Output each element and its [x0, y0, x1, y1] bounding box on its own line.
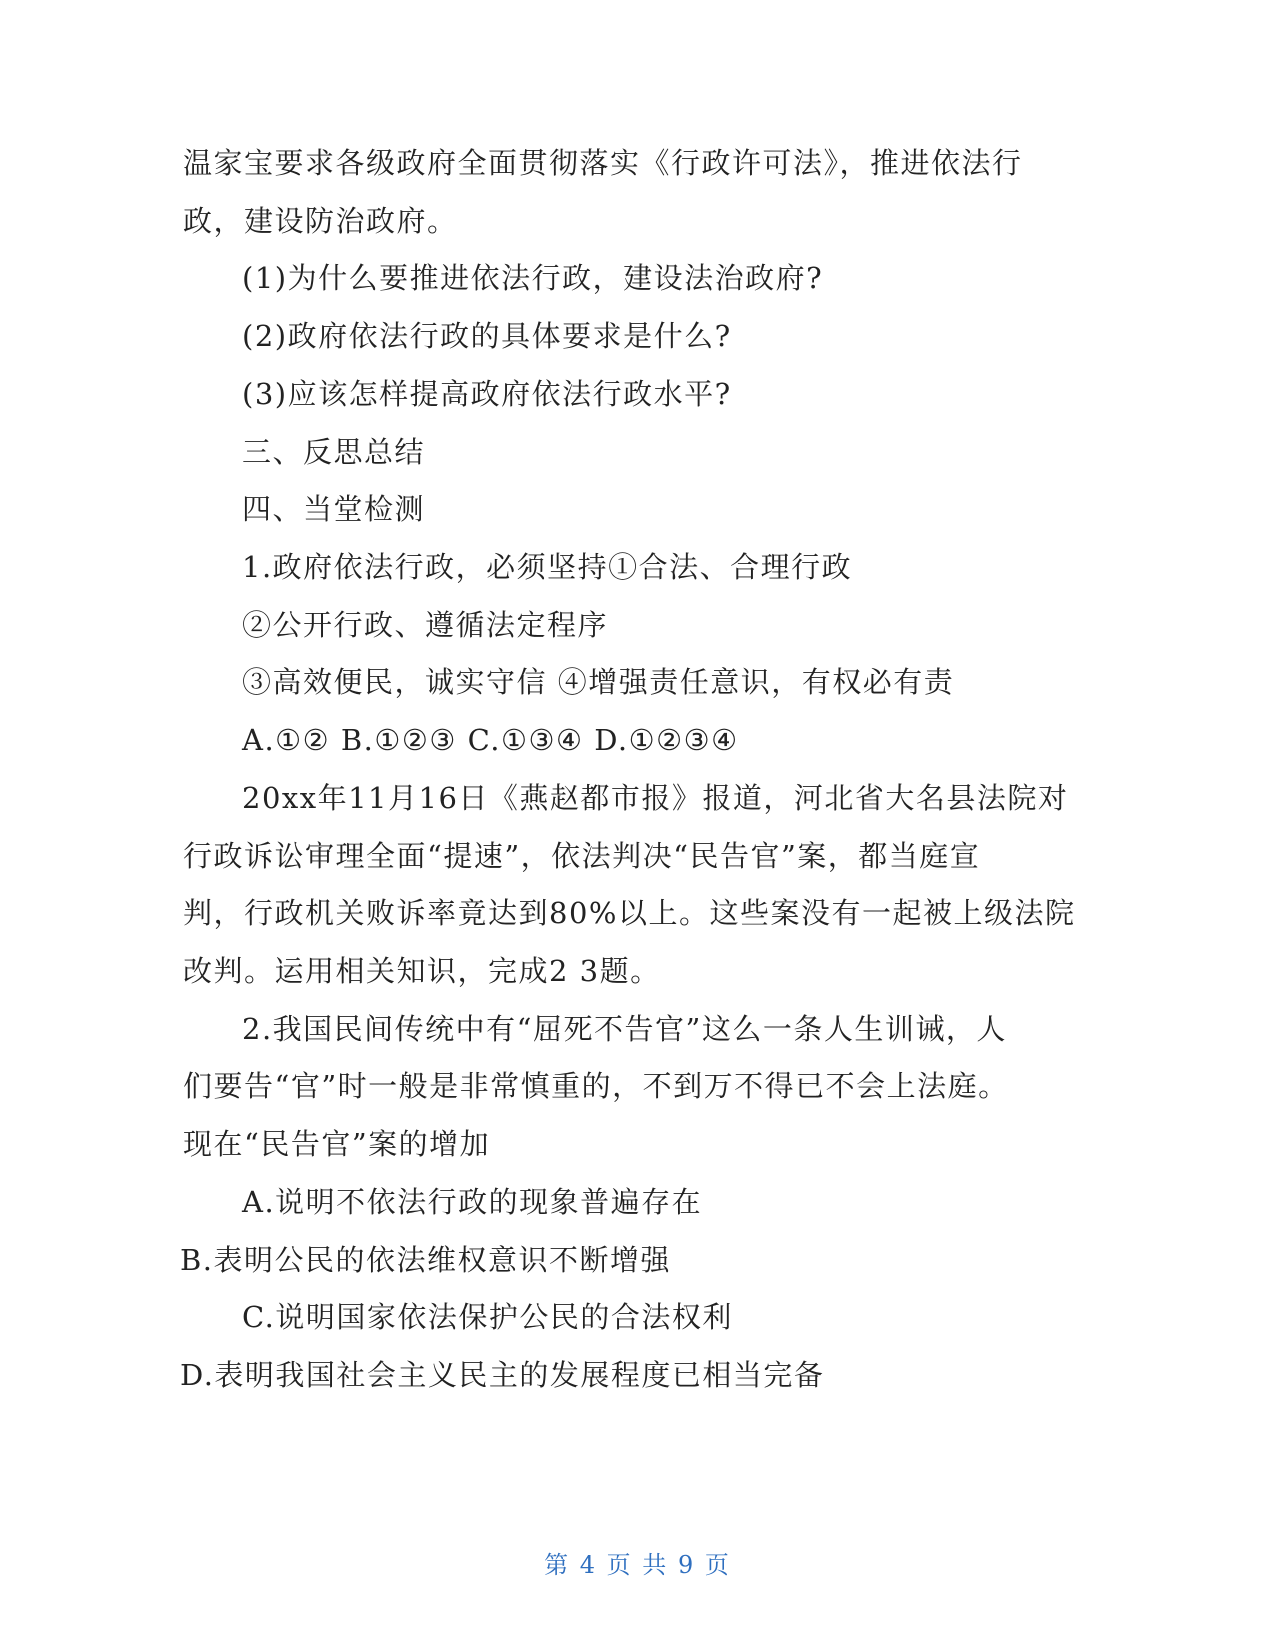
answer-option-c: C.说明国家依法保护公民的合法权利 [242, 1300, 733, 1334]
answer-option-b: B.表明公民的依法维权意识不断增强 [180, 1243, 672, 1277]
answer-option-d: D.表明我国社会主义民主的发展程度已相当完备 [180, 1358, 825, 1392]
text-line: 判，行政机关败诉率竟达到80%以上。这些案没有一起被上级法院 [183, 896, 1076, 930]
answer-option-a: A.说明不依法行政的现象普遍存在 [242, 1185, 703, 1219]
question-text: 们要告“官”时一般是非常慎重的，不到万不得已不会上法庭。 [183, 1069, 1009, 1103]
section-heading: 四、当堂检测 [242, 492, 426, 526]
text-line: 温家宝要求各级政府全面贯彻落实《行政许可法》，推进依法行 [183, 146, 1023, 180]
text-line: (3)应该怎样提高政府依法行政水平? [242, 377, 732, 411]
text-line: 20xx年11月16日《燕赵都市报》报道，河北省大名县法院对 [242, 781, 1069, 815]
text-line: 改判。运用相关知识，完成2 3题。 [183, 954, 661, 988]
question-text: 2.我国民间传统中有“屈死不告官”这么一条人生训诫，人 [242, 1012, 1007, 1046]
question-text: 1.政府依法行政，必须坚持①合法、合理行政 [242, 550, 853, 584]
section-heading: 三、反思总结 [242, 435, 426, 469]
text-line: (2)政府依法行政的具体要求是什么? [242, 319, 732, 353]
text-line: 政，建设防治政府。 [183, 204, 458, 238]
page-number-footer: 第 4 页 共 9 页 [544, 1551, 731, 1579]
answer-choices: A.①② B.①②③ C.①③④ D.①②③④ [242, 723, 739, 757]
question-text: 现在“民告官”案的增加 [183, 1127, 491, 1161]
text-line: (1)为什么要推进依法行政，建设法治政府? [242, 261, 824, 295]
question-option-line: ③高效便民，诚实守信 ④增强责任意识，有权必有责 [242, 665, 955, 699]
text-line: 行政诉讼审理全面“提速”，依法判决“民告官”案，都当庭宣 [183, 839, 981, 873]
question-option-line: ②公开行政、遵循法定程序 [242, 608, 609, 642]
